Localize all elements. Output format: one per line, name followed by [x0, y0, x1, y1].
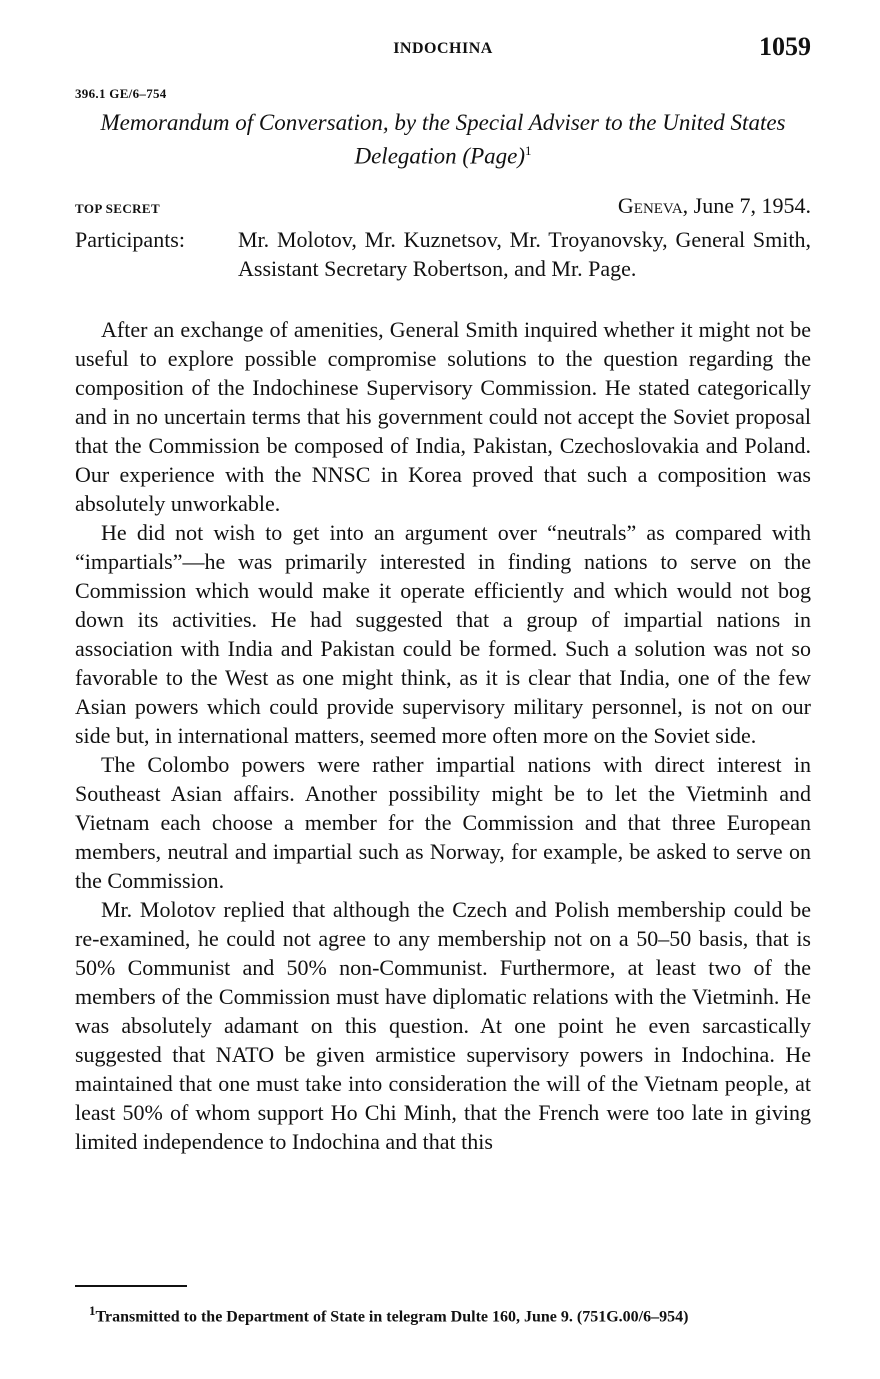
participants-label: Participants:: [75, 227, 185, 252]
footnote: [75, 1300, 811, 1328]
footnote-text: Transmitted to the Department of State in telegram Dulte 160, June 9. (751G.00/6–954): [95, 1308, 689, 1326]
place-date: [618, 193, 811, 219]
paragraph: Mr. Molotov replied that although the Czech and Polish membership could be re-examined, he could not agree to any membership not on a 50–50 basis, that is 50% Communist and 50% non-Communist. Furthermore, at least two of the members of the Commission must have diplomatic relations with the Vietminh. He was absolutely adamant on this question. At one point he even sarcastically suggested that NATO be given armistice supervisory powers in Indochina. He maintained that one must take into consideration the will of the Vietnam people, at least 50% of whom support Ho Chi Minh, that the French were too late in giving limited independence to Indochina and that this: [75, 897, 811, 1154]
place: Geneva: [617, 193, 683, 218]
document-title-text: Memorandum of Conversation, by the Special Adviser to the United States Delegation (Page): [100, 110, 786, 169]
document-page: [75, 0, 811, 1379]
page-number: 1059: [759, 32, 811, 61]
classification-label: TOP SECRET: [75, 201, 161, 216]
file-reference: 396.1 GE/6–754: [75, 86, 167, 101]
document-title: [75, 109, 811, 171]
title-footnote-marker: 1: [525, 143, 532, 158]
paragraph: After an exchange of amenities, General Smith inquired whether it might not be useful to explore possible compromise solutions to the question regarding the composition of the Indochinese Supervisory Commission. He stated categorically and in no uncertain terms that his government could not accept the Soviet proposal that the Commission be composed of India, Pakistan, Czechoslovakia and Poland. Our experience with the NNSC in Korea proved that such a composition was absolutely unworkable.: [75, 317, 811, 516]
paragraph: The Colombo powers were rather impartial nations with direct interest in Southeast Asian affairs. Another possibility might be to let the Vietminh and Vietnam each choose a member for the Commission and that three European members, neutral and impartial such as Norway, for example, be asked to serve on the Commission.: [75, 752, 811, 893]
paragraph: He did not wish to get into an argument over “neutrals” as compared with “impartials”—he was primarily interested in finding nations to serve on the Commission which would make it operate efficiently and which would not bog down its activities. He had suggested that a group of impartial nations in association with India and Pakistan could be formed. Such a solution was not so favorable to the West as one might think, as it is clear that India, one of the few Asian powers which could provide supervisory military personnel, is not on our side but, in international matters, seemed more often more on the Soviet side.: [75, 520, 811, 748]
participants-names: Mr. Molotov, Mr. Kuznetsov, Mr. Troyanovsky, General Smith, Assistant Secretary Robertson, and Mr. Page.: [238, 227, 811, 281]
classification-line: [75, 193, 811, 223]
running-head: [75, 32, 811, 66]
memo-body: [75, 315, 811, 1156]
footnote-marker: 1: [89, 1303, 96, 1318]
footnote-rule: [75, 1285, 187, 1287]
date: , June 7, 1954.: [682, 193, 811, 218]
running-head-title: INDOCHINA: [393, 40, 493, 57]
